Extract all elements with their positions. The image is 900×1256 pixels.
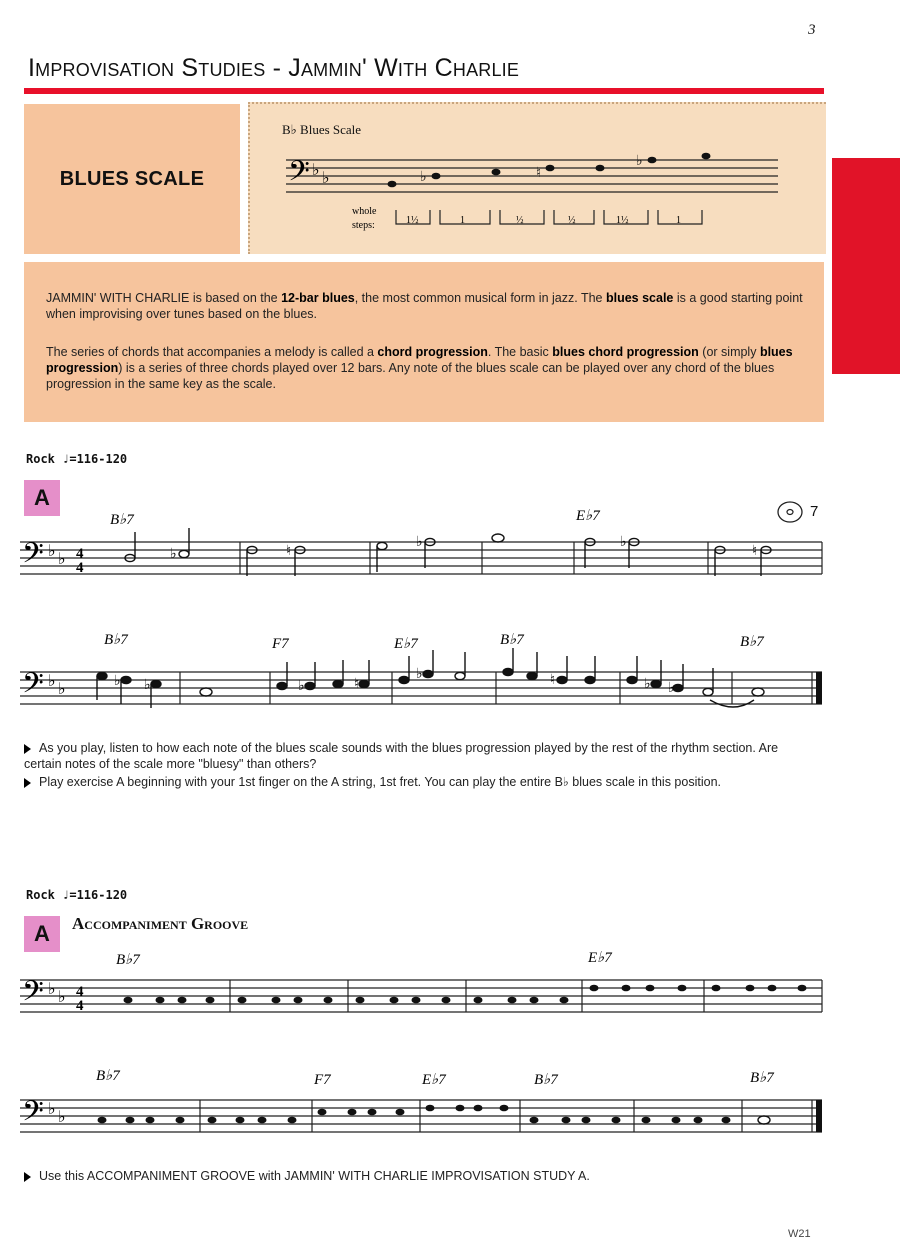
svg-text:4: 4	[76, 560, 84, 576]
page-footer: W21	[788, 1228, 811, 1240]
scale-title: B♭ Blues Scale	[282, 122, 362, 137]
bullet-arrow-icon	[24, 778, 31, 788]
step-value: 1	[460, 215, 465, 226]
paragraph-text: JAMMIN' WITH CHARLIE is based on the	[46, 291, 282, 305]
scale-notes	[388, 153, 711, 188]
instruction-1-text: As you play, listen to how each note of the blues scale sounds with the blues progression played by the rest of the rhythm section. Are certain notes of the scale more "bluesy" than others?	[24, 741, 779, 771]
exercise-letter: A	[24, 480, 60, 516]
svg-text:♮: ♮	[536, 166, 542, 181]
chord-symbol: B♭7	[110, 512, 134, 528]
svg-text:♭: ♭	[144, 678, 151, 693]
blues-scale-staff	[282, 140, 802, 244]
paragraph-text: The series of chords that accompanies a melody is called a	[46, 345, 378, 359]
bold-term: blues chord progression	[552, 345, 699, 359]
svg-text:4: 4	[76, 984, 84, 1000]
step-value: 1½	[616, 215, 629, 226]
svg-text:♭: ♭	[48, 981, 56, 998]
blues-scale-label-box	[24, 104, 240, 254]
chord-symbol: B♭7	[104, 632, 128, 648]
instruction-3-text: Use this ACCOMPANIMENT GROOVE with JAMMIN' WITH CHARLIE IMPROVISATION STUDY A.	[39, 1169, 590, 1183]
music-notation-exercise-2	[20, 940, 828, 1160]
paragraph-text: ) is a series of three chords played over 12 bars. Any note of the blues scale can be played over any chord of the blues progression in the same key as the scale.	[46, 361, 775, 391]
svg-text:𝄢: 𝄢	[22, 539, 44, 576]
tempo-marking: Rock ♩=116-120	[26, 888, 128, 902]
page-number: 3	[808, 22, 816, 38]
music-notation-exercise-1	[20, 500, 828, 730]
svg-text:♮: ♮	[550, 673, 556, 688]
instruction-2-text: Play exercise A beginning with your 1st finger on the A string, 1st fret. You can play the entire B♭ blues scale in this position.	[39, 775, 721, 789]
svg-text:♭: ♭	[298, 679, 305, 694]
svg-text:♭: ♭	[48, 1101, 56, 1118]
title-underline	[24, 88, 824, 94]
bass-clef-icon: 𝄢	[288, 157, 310, 194]
chord-symbol: E♭7	[576, 508, 600, 524]
svg-text:♭: ♭	[58, 989, 66, 1006]
svg-text:♭: ♭	[170, 547, 177, 562]
bullet-arrow-icon	[24, 1172, 31, 1182]
svg-text:♭: ♭	[58, 551, 66, 568]
svg-text:♮: ♮	[286, 544, 292, 559]
svg-text:♭: ♭	[636, 154, 643, 169]
chord-symbol: E♭7	[394, 636, 418, 652]
cd-track-number: 7	[810, 503, 819, 520]
svg-text:♭: ♭	[48, 673, 56, 690]
chord-symbol: F7	[272, 636, 289, 652]
info-paragraph-1	[46, 290, 806, 322]
bold-term: blues scale	[605, 291, 674, 305]
chord-symbol: E♭7	[422, 1072, 446, 1088]
chord-symbol: B♭7	[500, 632, 524, 648]
svg-text:♮: ♮	[752, 544, 758, 559]
svg-text:♭: ♭	[416, 535, 423, 550]
step-brackets	[396, 210, 702, 224]
chord-symbol: B♭7	[750, 1070, 774, 1086]
svg-text:♭: ♭	[620, 535, 627, 550]
steps-label-2: steps:	[352, 220, 375, 231]
flat-icon: ♭	[312, 162, 320, 179]
bullet-arrow-icon	[24, 744, 31, 754]
info-box	[24, 262, 824, 422]
paragraph-text: (or simply	[698, 345, 760, 359]
paragraph-text: is a good starting point when improvising over tunes based on the blues.	[46, 291, 803, 321]
svg-text:𝄢: 𝄢	[22, 1097, 44, 1134]
svg-text:♭: ♭	[416, 667, 423, 682]
svg-text:♭: ♭	[114, 674, 121, 689]
instruction-2	[24, 774, 814, 790]
bold-term: chord progression	[377, 345, 488, 359]
tempo-marking: Rock ♩=116-120	[26, 452, 128, 466]
bold-term: 12-bar blues	[281, 291, 355, 305]
page-title: Improvisation Studies - Jammin' With Charlie	[28, 54, 520, 82]
chord-symbol: B♭7	[534, 1072, 558, 1088]
svg-text:♭: ♭	[58, 1109, 66, 1126]
instruction-3	[24, 1168, 814, 1184]
bold-term: blues progression	[46, 345, 793, 375]
flat-icon: ♭	[322, 170, 330, 187]
section-tab	[832, 158, 900, 374]
blues-scale-label: BLUES SCALE	[59, 167, 205, 190]
svg-text:𝄢: 𝄢	[22, 669, 44, 706]
svg-text:♭: ♭	[48, 543, 56, 560]
exercise-letter: A	[24, 916, 60, 952]
chord-symbol: B♭7	[116, 952, 140, 968]
paragraph-text: , the most common musical form in jazz. The	[354, 291, 606, 305]
svg-text:4: 4	[76, 998, 84, 1014]
svg-text:♭: ♭	[668, 681, 675, 696]
step-value: ½	[568, 215, 576, 226]
svg-text:♭: ♭	[644, 677, 651, 692]
steps-label: whole	[352, 206, 377, 217]
step-value: 1½	[406, 215, 419, 226]
groove-title: Accompaniment Groove	[72, 914, 249, 933]
svg-text:♭: ♭	[420, 170, 427, 185]
instruction-1	[24, 740, 814, 772]
info-paragraph-2	[46, 344, 806, 392]
paragraph-text: . The basic	[487, 345, 553, 359]
chord-symbol: E♭7	[588, 950, 612, 966]
chord-symbol: F7	[314, 1072, 331, 1088]
chord-symbol: B♭7	[96, 1068, 120, 1084]
svg-text:♭: ♭	[58, 681, 66, 698]
step-value: ½	[516, 215, 524, 226]
svg-text:𝄢: 𝄢	[22, 977, 44, 1014]
step-value: 1	[676, 215, 681, 226]
chord-symbol: B♭7	[740, 634, 764, 650]
svg-text:4: 4	[76, 546, 84, 562]
svg-text:♮: ♮	[354, 677, 360, 692]
